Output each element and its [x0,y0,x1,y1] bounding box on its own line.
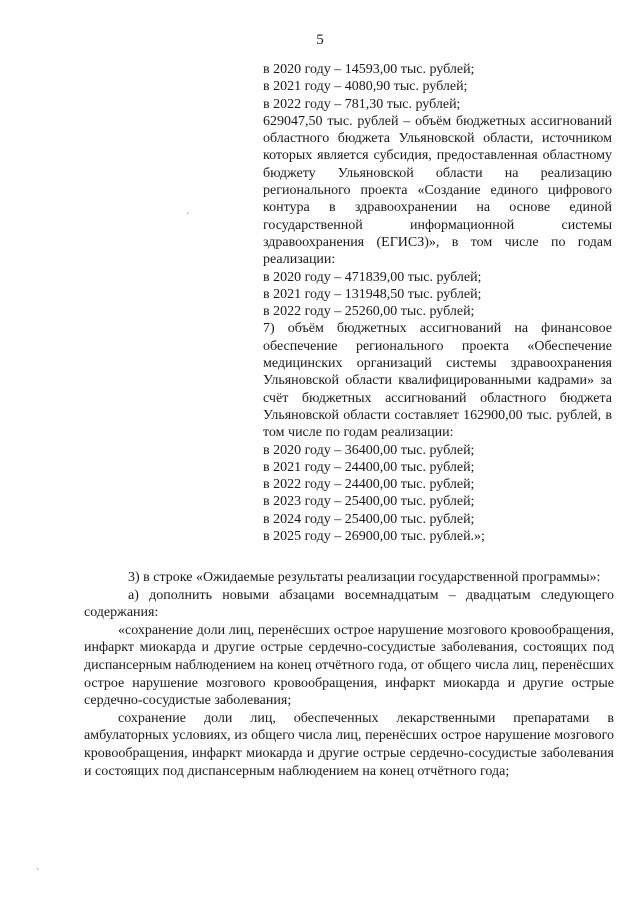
right-column [263,61,612,545]
paragraph-quote-2: сохранение доли лиц, обеспеченных лекарственными препаратами в амбулаторных условиях, из общего числа лиц, перенёсших острое нарушение мозгового кровообращения, инфаркт миокарда и другие острые сердечно-сосудистые заболевания и состоящих под диспансерным наблюдением на конец отчётного года; [84,710,614,779]
list-item: в 2021 году – 131948,50 тыс. рублей; [263,286,482,302]
list-item: в 2025 году – 26900,00 тыс. рублей.»; [263,529,485,545]
list-item: в 2022 году – 781,30 тыс. рублей; [263,96,461,112]
funding-years-list-c [263,442,612,546]
paragraph-item-3: 3) в строке «Ожидаемые результаты реализации государственной программы»: [128,570,601,585]
paragraph-quote-1: «сохранение доли лиц, перенёсших острое нарушение мозгового кровообращения, инфаркт миокарда и другие острые сердечно-сосудистые заболевания, состоящих под диспансерным наблюдением на конец отчётного года, от общего числа лиц, перенёсших острое нарушение мозгового кровообращения, инфаркт миокарда и другие острые сердечно-сосудистые заболевания; [84,622,614,709]
list-item: в 2023 году – 25400,00 тыс. рублей; [263,494,475,510]
scan-speck: ˋ [36,868,40,879]
list-item: в 2021 году – 24400,00 тыс. рублей; [263,459,475,475]
paragraph-item-7: 7) объём бюджетных ассигнований на финансовое обеспечение регионального проекта «Обеспечение медицинских организаций системы здравоохранения Ульяновской области квалифицированными кадрами» за счёт бюджетных ассигнований областного бюджета Ульяновской области составляет 162900,00 тыс. рублей, в том числе по годам реализации: [263,321,612,441]
list-item: в 2024 году – 25400,00 тыс. рублей; [263,511,475,527]
list-item: в 2022 году – 25260,00 тыс. рублей; [263,304,475,320]
funding-years-list-b [263,269,612,321]
list-item: в 2021 году – 4080,90 тыс. рублей; [263,79,468,95]
funding-years-list-a [263,61,612,113]
list-item: в 2022 году – 24400,00 тыс. рублей; [263,477,475,493]
paragraph-egisz-funding: 629047,50 тыс. рублей – объём бюджетных ассигнований областного бюджета Ульяновской области, источником которых является субсидия, предоставленная областному бюджету Ульяновской области на реализацию регионального проекта «Создание единого цифрового контура в здравоохранении на основе единой государственной информационной системы здравоохранения (ЕГИСЗ)», в том числе по годам реализации: [263,113,612,268]
page-number: 5 [316,32,324,48]
list-item: в 2020 году – 471839,00 тыс. рублей; [263,269,482,285]
list-item: в 2020 году – 36400,00 тыс. рублей; [263,442,475,458]
main-text [84,569,614,780]
scan-speck: ˊ [186,212,190,223]
list-item: в 2020 году – 14593,00 тыс. рублей; [263,62,475,77]
paragraph-item-a: а) дополнить новыми абзацами восемнадцатым – двадцатым следующего содержания: [84,587,614,621]
